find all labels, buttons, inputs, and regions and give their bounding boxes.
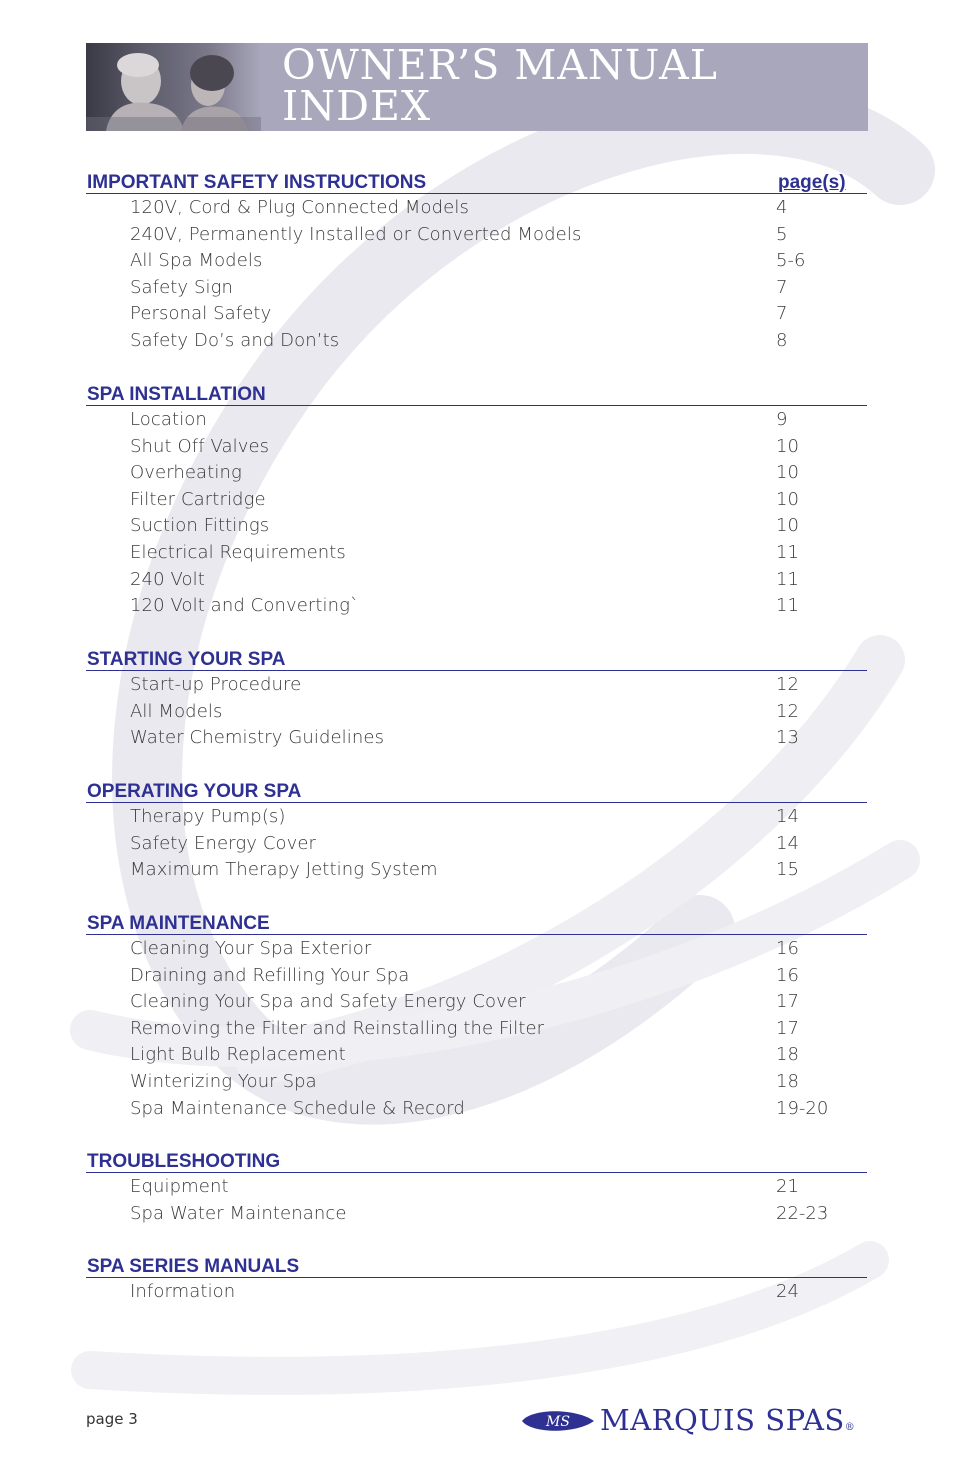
index-entry [86,1015,867,1042]
page-number: page 3 [86,1410,138,1428]
index-entry [86,724,867,751]
entry-page-number: 17 [776,991,799,1013]
section-title: SPA MAINTENANCE [87,913,270,934]
section-title: STARTING YOUR SPA [87,649,286,670]
index-entry [86,486,867,513]
entry-label: 240V, Permanently Installed or Converted Models [130,223,582,245]
index-entry [86,1278,867,1305]
index-entry [86,1200,867,1227]
index-entry [86,1173,867,1200]
entry-label: 120V, Cord & Plug Connected Models [130,197,469,218]
entry-page-number: 10 [776,435,799,457]
entry-list [86,1278,867,1305]
entry-page-number: 7 [776,276,788,298]
entry-page-number: 10 [776,515,799,537]
section-header [86,382,867,406]
registered-mark: ® [844,1422,856,1433]
section-title: SPA INSTALLATION [87,384,266,405]
section-spa-installation [86,382,867,619]
index-entry [86,433,867,460]
entry-page-number: 11 [776,568,799,590]
index-entry [86,671,867,698]
entry-page-number: 22-23 [776,1202,829,1224]
entry-page-number: 10 [776,462,799,484]
entry-page-number: 18 [776,1044,799,1066]
section-starting-your-spa [86,647,867,751]
entry-label: Information [130,1281,236,1302]
entry-label: All Spa Models [130,250,263,272]
entry-page-number: 4 [776,197,788,218]
brand-mark-text: MS [546,1414,570,1430]
entry-label: Water Chemistry Guidelines [130,727,385,749]
entry-page-number: 18 [776,1070,799,1092]
index-entry [86,988,867,1015]
index-entry [86,459,867,486]
entry-list [86,935,867,1121]
entry-label: All Models [130,700,223,722]
entry-list [86,671,867,751]
entry-page-number: 7 [776,303,788,325]
entry-label: 240 Volt [130,568,205,590]
section-safety-instructions [86,170,867,354]
entry-page-number: 12 [776,700,799,722]
section-troubleshooting [86,1149,867,1226]
index-entry [86,592,867,619]
index-entry [86,300,867,327]
entry-label: 120 Volt and Converting` [130,595,360,617]
entry-list [86,406,867,619]
section-spa-maintenance [86,911,867,1121]
page-title-line-2: INDEX [282,82,432,130]
entry-page-number: 17 [776,1017,799,1039]
entry-label: Removing the Filter and Reinstalling the Filter [130,1017,545,1039]
section-header [86,1254,867,1278]
section-title: IMPORTANT SAFETY INSTRUCTIONS [87,172,427,193]
entry-page-number: 11 [776,595,799,617]
entry-label: Electrical Requirements [130,541,346,563]
entry-page-number: 14 [776,832,799,854]
entry-list [86,803,867,883]
index-entry [86,962,867,989]
entry-list [86,1173,867,1226]
entry-page-number: 21 [776,1176,799,1197]
entry-label: Safety Do’s and Don’ts [130,329,340,351]
section-header [86,911,867,935]
entry-label: Personal Safety [130,303,272,325]
section-spa-series-manuals [86,1254,867,1305]
entry-label: Spa Water Maintenance [130,1202,347,1224]
page-title-line-1: OWNER’S MANUAL [282,43,718,89]
entry-page-number: 24 [776,1281,799,1302]
entry-page-number: 19-20 [776,1097,829,1119]
entry-label: Overheating [130,462,242,484]
index-entry [86,1068,867,1095]
index-entry [86,221,867,248]
index-entry [86,512,867,539]
entry-label: Therapy Pump(s) [130,806,286,827]
entry-page-number: 5-6 [776,250,806,272]
entry-page-number: 14 [776,806,799,827]
section-header [86,647,867,671]
entry-label: Shut Off Valves [130,435,270,457]
entry-label: Winterizing Your Spa [130,1070,317,1092]
section-title: SPA SERIES MANUALS [87,1256,300,1277]
entry-label: Draining and Refilling Your Spa [130,964,410,986]
index-entry [86,406,867,433]
index-entry [86,856,867,883]
index-entry [86,327,867,354]
entry-label: Filter Cartridge [130,488,266,510]
entry-page-number: 13 [776,727,799,749]
entry-label: Start-up Procedure [130,674,302,695]
section-title: TROUBLESHOOTING [87,1151,281,1172]
entry-page-number: 12 [776,674,799,695]
entry-label: Spa Maintenance Schedule & Record [130,1097,465,1119]
index-entry [86,803,867,830]
entry-page-number: 8 [776,329,788,351]
index-entry [86,698,867,725]
index-entry [86,194,867,221]
entry-label: Light Bulb Replacement [130,1044,346,1066]
section-header [86,170,867,194]
entry-page-number: 9 [776,409,788,430]
index-entry [86,830,867,857]
section-header [86,1149,867,1173]
entry-label: Safety Energy Cover [130,832,317,854]
index-entry [86,935,867,962]
entry-page-number: 10 [776,488,799,510]
index-entry [86,1095,867,1122]
brand-name-text: MARQUIS SPAS [600,1403,845,1437]
entry-page-number: 16 [776,938,799,959]
index-entry [86,1041,867,1068]
index-entry [86,274,867,301]
index-entry [86,539,867,566]
entry-list [86,194,867,354]
entry-label: Cleaning Your Spa Exterior [130,938,372,959]
section-title: OPERATING YOUR SPA [87,781,302,802]
entry-label: Cleaning Your Spa and Safety Energy Cover [130,991,526,1013]
entry-page-number: 5 [776,223,788,245]
entry-label: Maximum Therapy Jetting System [130,859,438,881]
entry-label: Safety Sign [130,276,234,298]
section-operating-your-spa [86,779,867,883]
section-header [86,779,867,803]
index-entry [86,247,867,274]
entry-label: Location [130,409,207,430]
index-entry [86,566,867,593]
entry-page-number: 16 [776,964,799,986]
entry-label: Equipment [130,1176,229,1197]
entry-page-number: 11 [776,541,799,563]
entry-page-number: 15 [776,859,799,881]
pages-column-heading: page(s) [778,172,846,193]
entry-label: Suction Fittings [130,515,270,537]
